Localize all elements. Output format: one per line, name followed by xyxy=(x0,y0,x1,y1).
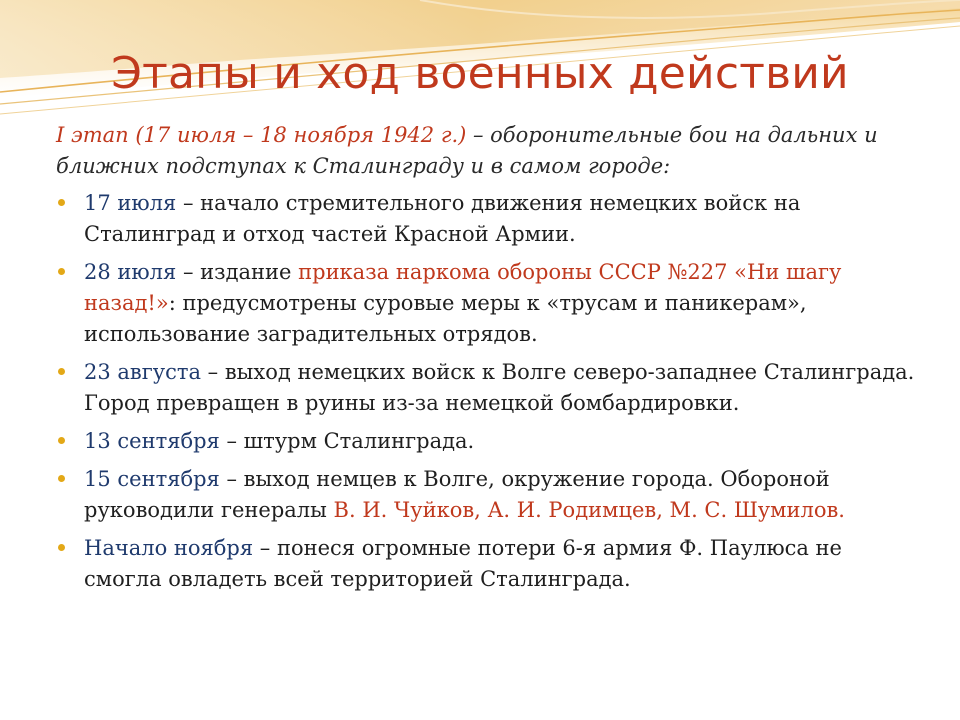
event-date: Начало ноября xyxy=(84,536,254,560)
list-item xyxy=(56,188,916,250)
bullet-icon xyxy=(58,544,65,551)
event-date: 15 сентября xyxy=(84,467,220,491)
list-item xyxy=(56,533,916,595)
stage-description: – оборонительные бои на дальних и ближних подступах к Сталинграду и в самом городе: xyxy=(56,123,878,178)
event-text: – понеся огромные потери 6-я армия Ф. Паулюса не смогла овладеть всей территорией Сталинграда. xyxy=(84,536,842,591)
list-item xyxy=(56,257,916,350)
bullet-icon xyxy=(58,199,65,206)
bullet-icon xyxy=(58,475,65,482)
event-date: 23 августа xyxy=(84,360,201,384)
bullet-icon xyxy=(58,368,65,375)
event-text: – начало стремительного движения немецких войск на Сталинград и отход частей Красной Армии. xyxy=(84,191,801,246)
event-text: – штурм Сталинграда. xyxy=(219,429,475,453)
event-text: – выход немецких войск к Волге северо-западнее Сталинграда. Город превращен в руины из-за немецкой бомбардировки. xyxy=(84,360,915,415)
event-text-continued: : предусмотрены суровые меры к «трусам и паникерам», использование заградительных отрядов. xyxy=(84,291,807,346)
event-text: – выход немцев к Волге, окружение города. Обороной руководили генералы xyxy=(84,467,830,522)
events-list xyxy=(56,188,916,602)
bullet-icon xyxy=(58,437,65,444)
list-item xyxy=(56,357,916,419)
bullet-icon xyxy=(58,268,65,275)
event-date: 17 июля xyxy=(84,191,177,215)
event-text: – издание xyxy=(176,260,299,284)
list-item xyxy=(56,426,916,457)
list-item xyxy=(56,464,916,526)
intro-paragraph xyxy=(56,120,916,182)
order-highlight: приказа наркома обороны СССР №227 «Ни шагу назад!» xyxy=(84,260,842,315)
event-date: 28 июля xyxy=(84,260,177,284)
event-date: 13 сентября xyxy=(84,429,220,453)
stage-label: I этап (17 июля – 18 ноября 1942 г.) xyxy=(56,123,467,147)
generals-highlight: В. И. Чуйков, А. И. Родимцев, М. С. Шумилов. xyxy=(333,498,845,522)
page-title: Этапы и ход военных действий xyxy=(111,48,849,99)
